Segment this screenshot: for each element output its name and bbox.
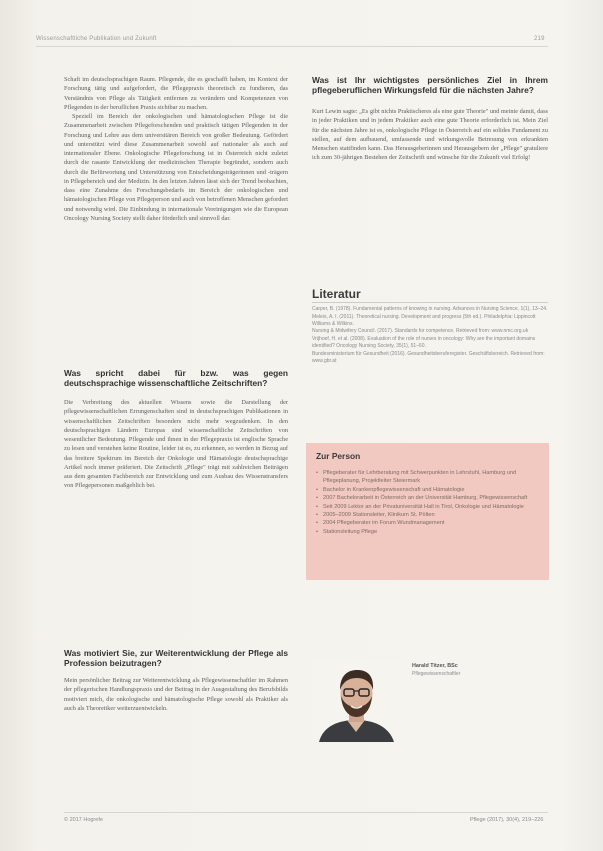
bio-list (316, 469, 544, 536)
author-portrait-photo (313, 660, 400, 742)
bio-item: • 2007 Bachelorarbeit in Österreich an der Universität Hamburg, Pflegewissenschaft (316, 494, 544, 502)
section-heading: Was ist Ihr wichtigstes persönliches Ziel in Ihrem pflegeberuflichen Wirkungsfeld für die nächsten Jahre? (312, 75, 548, 95)
reference-item: Carper, B. (1978). Fundamental patterns of knowing in nursing. Advances in Nursing Science, 1(1), 13–24. (312, 306, 548, 312)
section-heading: Was motiviert Sie, zur Weiterentwicklung der Pflege als Profession beizutragen? (64, 648, 288, 668)
paragraph: Mein persönlicher Beitrag zur Weiterentwicklung als Pflegewissenschaftler im Rahmen der pflegerischen Handlungspraxis und der Beitrag in der Ausgestaltung des Berufsbilds motiviert mich, die onkologische und hämatologische Pflege sowohl als Praktiker als auch als Theoretiker weiterzuentwickeln. (64, 677, 288, 712)
bio-item: • 2004 Pflegeberater im Forum Wundmanagement (316, 519, 544, 527)
left-section-3 (64, 648, 288, 713)
literature-heading: Literatur (312, 287, 361, 301)
footer-citation: Pflege (2017), 30(4), 219–226 (470, 817, 544, 823)
paragraph: Die Verbreitung des aktuellen Wissens sowie die Darstellung der pflegewissenschaftlichen Errungenschaften sind in deutschsprachigen Publikationen in wissenschaftlichen Zeitschriften besonders nicht mehr wegzudenken. In den deutschsprachigen Ländern Europas sind wissenschaftliche Zeitschriften von wesentlicher Bedeutung. Pflegende und ihnen in der Pflegepraxis ist englische Sprache zu lesen und verstehen keine Routine, leider ist es, zu erkennen, so werden in Bezug auf das breitere Spektrum im Bereich der Onkologie und Hämatologie deutschsprachige Artikel noch immer präferiert. Die Zeitschrift „Pflege" trägt mit zahlreichen Beiträgen aus dem gesamten Fachbereich zur Entwicklung und zum Ausbau des Wissenstransfers von Pflegepersonen maßgeblich bei. (64, 399, 288, 490)
box-title: Zur Person (316, 451, 361, 461)
bio-item: • Seit 2009 Lektor an der Privatuniversität Hall in Tirol, Onkologie und Hämatologie (316, 503, 544, 511)
literature-list (312, 306, 548, 365)
paragraph: Schaft im deutschsprachigen Raum. Pflegende, die es geschafft haben, im Kontext der Forschung tätig und aufgefordert, die Pflegepraxis theoretisch zu fundieren, das Verständnis von Pflege als Tätigkeit entfernen zu verändern und Kompetenzen von Pflegenden in der beruflichen Praxis sichtbar zu machen. (64, 76, 288, 111)
bio-item: • 2005–2009 Stationsleiter, Klinikum St. Pölten (316, 511, 544, 519)
author-name: Harald Titzer, BSc (412, 663, 458, 669)
left-section-2 (64, 368, 288, 491)
author-role: Pflegewissenschaftler (412, 671, 461, 677)
reference-item: Meleis, A. I. (2011). Theoretical nursing. Development and progress (5th ed.). Philadelphia: Lippincott Williams & Wilkins. (312, 313, 536, 327)
header-rule (36, 46, 548, 47)
section-heading: Was spricht dabei für bzw. was gegen deutschsprachige wissenschaftliche Zeitschriften? (64, 368, 288, 388)
bio-item: • Pflegeberater für Lehrberatung mit Schwerpunkten in Lehrstuhl, Hamburg und Pflegeplanung, Projektleiter Steiermark (316, 469, 544, 486)
reference-item: Nursing & Midwifery Council. (2017). Standards for competence. Retrieved from: www.nmc.org.uk (312, 328, 529, 335)
bio-item: • Stationsleitung Pflege (316, 528, 544, 536)
reference-item: Bundesministerium für Gesundheit (2016). Gesundheitsberuferegister. Geschäftsbereich. Retrieved from: www.gbr.at (312, 350, 545, 364)
left-column-top (64, 75, 288, 223)
bio-item: • Bachelor in Krankenpflegewissenschaft und Hämatologie (316, 486, 544, 494)
footer-rule (64, 812, 548, 813)
paragraph: Kurt Lewin sagte: „Es gibt nichts Praktischeres als eine gute Theorie" und meinte damit, dass in jeder Praktiken und in jedem Praktiker auch eine gute Theorie erforderlich ist. Mein Ziel für die nächsten Jahre ist es, onkologische Pflege in Österreich auf ein solides Fundament zu stellen, auf dem aufbauend, umfassende und wirkungsvolle Betreuung von erkrankten Menschen stattfinden kann. Das Herausgeberinnen und Herausgebern der „Pflege" gratuliere ich zum 30-jährigen Bestehen der Zeitschrift und wünsche für die Zukunft viel Erfolg! (312, 108, 548, 162)
person-info-box (306, 443, 549, 580)
page-number: 219 (534, 36, 545, 42)
running-header: Wissenschaftliche Publikation und Zukunft (36, 36, 157, 42)
reference-item: Vrijhoef, H. et al. (2008). Evaluation of the role of nurses in oncology: Why are the important domains identified? Oncology Nursing Society, 35(1), 51–60. (312, 335, 536, 349)
footer-copyright: © 2017 Hogrefe (64, 817, 103, 823)
literature-rule (312, 302, 548, 303)
paragraph: Speziell im Bereich der onkologischen und hämatologischen Pflege ist die Zusammenarbeit zwischen Pflegeforschenden und praktisch tätigen Pflegenden in der Forschung und Lehre aus dem universitären Bereich von großer Bedeutung. Gefördert und unterstützt wird diese Zusammenarbeit sowohl auf nationaler als auch auf internationaler Ebene. Onkologische Pflegeforschung ist in Österreich nicht zuletzt durch die rasante Entwicklung der medizinischen Therapie begründet, sondern auch durch die Befürwortung und Unterstützung von Entscheidungsträgerinnen und -trägern in Pflegebereich und der Medizin. In den letzten Jahren lässt sich der Trend beobachten, dass eine Zunahme des Forschungsbedarfs im Bereich der onkologischen und hämatologischen Pflege von Pflegeperson und auch von betroffenen Menschen gefordert und notwendig wird. Die Einbindung in internationale Vereinigungen wie die European Oncology Nursing Society stellt daher förderlich und sinnvoll dar. (64, 113, 288, 222)
right-section-1 (312, 75, 548, 163)
